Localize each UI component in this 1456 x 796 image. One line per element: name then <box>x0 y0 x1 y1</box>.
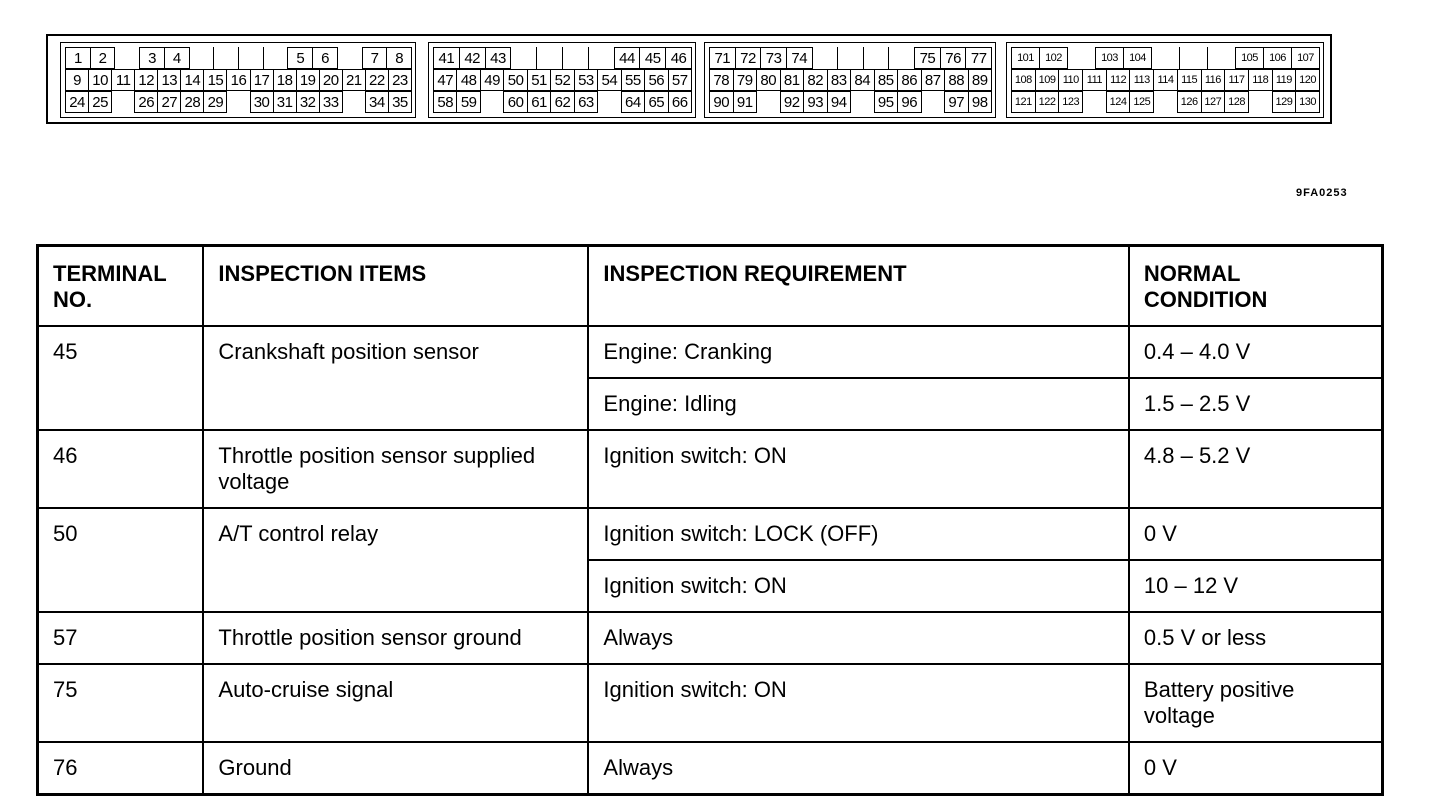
connector-pin: 53 <box>574 69 598 91</box>
connector-pin-row <box>65 91 411 113</box>
connector-pin: 106 <box>1263 47 1292 69</box>
connector-pin: 58 <box>433 91 457 113</box>
connector-pin: 78 <box>709 69 734 91</box>
connector-block-a <box>60 42 416 118</box>
connector-pin: 125 <box>1129 91 1154 113</box>
table-row <box>38 664 1383 742</box>
connector-block-c <box>704 42 996 118</box>
connector-pin: 16 <box>226 69 250 91</box>
connector-pin-row <box>433 47 691 69</box>
connector-pin-row <box>1011 47 1319 69</box>
connector-blank <box>1153 91 1178 113</box>
connector-pin: 32 <box>296 91 320 113</box>
connector-pin: 49 <box>480 69 504 91</box>
connector-pin: 89 <box>968 69 993 91</box>
connector-pin: 43 <box>485 47 512 69</box>
connector-pin: 62 <box>550 91 574 113</box>
connector-pin: 107 <box>1291 47 1320 69</box>
connector-pin: 9 <box>65 69 89 91</box>
connector-pin: 5 <box>287 47 313 69</box>
connector-pin: 102 <box>1039 47 1068 69</box>
connector-pin: 76 <box>940 47 967 69</box>
connector-pin: 123 <box>1058 91 1083 113</box>
connector-pin: 10 <box>88 69 112 91</box>
connector-pin: 52 <box>550 69 574 91</box>
connector-pin: 128 <box>1224 91 1249 113</box>
connector-pin: 8 <box>386 47 412 69</box>
connector-blank <box>756 91 781 113</box>
connector-blank <box>1207 47 1236 69</box>
condition-cell: 0.5 V or less <box>1129 612 1383 664</box>
connector-pin: 7 <box>362 47 388 69</box>
connector-pin: 31 <box>273 91 297 113</box>
connector-pin: 104 <box>1123 47 1152 69</box>
connector-blank <box>921 91 946 113</box>
connector-pin: 29 <box>203 91 227 113</box>
table-header-row <box>38 246 1383 326</box>
connector-pin: 14 <box>180 69 204 91</box>
connector-pin: 71 <box>709 47 736 69</box>
connector-pin: 42 <box>459 47 486 69</box>
connector-pin: 92 <box>780 91 805 113</box>
connector-blank <box>1067 47 1096 69</box>
table-row <box>38 430 1383 508</box>
connector-pin: 22 <box>365 69 389 91</box>
connector-pin: 111 <box>1082 69 1107 91</box>
requirement-cell: Ignition switch: ON <box>588 560 1128 612</box>
connector-pin: 35 <box>388 91 412 113</box>
connector-pin: 90 <box>709 91 734 113</box>
connector-pin: 93 <box>803 91 828 113</box>
connector-blank <box>480 91 504 113</box>
header-terminal: TERMINAL NO. <box>38 246 204 326</box>
requirement-cell: Engine: Idling <box>588 378 1128 430</box>
figure-code: 9FA0253 <box>1296 187 1348 199</box>
condition-cell: 0.4 – 4.0 V <box>1129 326 1383 378</box>
connector-pin: 26 <box>134 91 158 113</box>
connector-blank <box>114 47 140 69</box>
connector-pin: 51 <box>527 69 551 91</box>
connector-pin-row <box>709 47 991 69</box>
connector-pin: 4 <box>164 47 190 69</box>
connector-blank <box>812 47 839 69</box>
connector-pin: 72 <box>735 47 762 69</box>
connector-blank <box>850 91 875 113</box>
connector-pin: 121 <box>1011 91 1036 113</box>
connector-pin: 2 <box>90 47 116 69</box>
requirement-cell: Ignition switch: ON <box>588 430 1128 508</box>
connector-pin: 84 <box>850 69 875 91</box>
connector-pin: 96 <box>897 91 922 113</box>
connector-pin: 60 <box>503 91 527 113</box>
item-cell: Throttle position sensor ground <box>203 612 588 664</box>
connector-pin-row <box>1011 69 1319 91</box>
item-cell: A/T control relay <box>203 508 588 612</box>
terminal-cell: 75 <box>38 664 204 742</box>
connector-pin: 119 <box>1272 69 1297 91</box>
connector-pin: 75 <box>914 47 941 69</box>
connector-pin: 101 <box>1011 47 1040 69</box>
connector-pin: 98 <box>968 91 993 113</box>
connector-pin: 56 <box>644 69 668 91</box>
connector-pin: 122 <box>1035 91 1060 113</box>
connector-pin: 27 <box>157 91 181 113</box>
connector-pin: 15 <box>203 69 227 91</box>
connector-pin: 24 <box>65 91 89 113</box>
connector-pin: 59 <box>456 91 480 113</box>
connector-pin-row <box>1011 91 1319 113</box>
connector-pin: 126 <box>1177 91 1202 113</box>
connector-blank <box>342 91 366 113</box>
condition-cell: 1.5 – 2.5 V <box>1129 378 1383 430</box>
connector-block-d <box>1006 42 1324 118</box>
connector-pin: 105 <box>1235 47 1264 69</box>
terminal-cell: 45 <box>38 326 204 430</box>
connector-pin: 50 <box>503 69 527 91</box>
connector-blank <box>1179 47 1208 69</box>
connector-pin: 81 <box>780 69 805 91</box>
terminal-cell: 57 <box>38 612 204 664</box>
connector-pin: 25 <box>88 91 112 113</box>
connector-pin: 55 <box>621 69 645 91</box>
connector-pin: 103 <box>1095 47 1124 69</box>
connector-pin: 73 <box>760 47 787 69</box>
item-cell: Throttle position sensor supplied voltage <box>203 430 588 508</box>
connector-pin: 66 <box>668 91 692 113</box>
terminal-cell: 46 <box>38 430 204 508</box>
connector-pin: 64 <box>621 91 645 113</box>
connector-blank <box>837 47 864 69</box>
connector-pin: 74 <box>786 47 813 69</box>
connector-pin: 110 <box>1058 69 1083 91</box>
connector-pin: 54 <box>597 69 621 91</box>
connector-pin: 1 <box>65 47 91 69</box>
connector-pin: 112 <box>1106 69 1131 91</box>
item-cell: Ground <box>203 742 588 795</box>
connector-blank <box>536 47 563 69</box>
header-inspection-items: INSPECTION ITEMS <box>203 246 588 326</box>
connector-pin: 82 <box>803 69 828 91</box>
connector-pin: 79 <box>733 69 758 91</box>
connector-pin: 88 <box>944 69 969 91</box>
connector-pin: 47 <box>433 69 457 91</box>
condition-cell: 0 V <box>1129 508 1383 560</box>
connector-pin: 114 <box>1153 69 1178 91</box>
connector-blank <box>337 47 363 69</box>
connector-blank <box>189 47 215 69</box>
connector-pin: 48 <box>456 69 480 91</box>
table-row <box>38 508 1383 560</box>
connector-pin: 95 <box>874 91 899 113</box>
requirement-cell: Always <box>588 742 1128 795</box>
terminal-cell: 50 <box>38 508 204 612</box>
connector-pin: 118 <box>1248 69 1273 91</box>
connector-blank <box>111 91 135 113</box>
connector-pin: 120 <box>1295 69 1320 91</box>
header-normal-condition: NORMAL CONDITION <box>1129 246 1383 326</box>
connector-pin: 130 <box>1295 91 1320 113</box>
connector-pin: 11 <box>111 69 135 91</box>
connector-pin: 30 <box>250 91 274 113</box>
connector-pin: 108 <box>1011 69 1036 91</box>
connector-pin-row <box>65 69 411 91</box>
connector-pin: 28 <box>180 91 204 113</box>
connector-pin: 113 <box>1129 69 1154 91</box>
item-cell: Auto-cruise signal <box>203 664 588 742</box>
connector-pin: 86 <box>897 69 922 91</box>
connector-blank <box>863 47 890 69</box>
connector-pin: 85 <box>874 69 899 91</box>
connector-pin: 46 <box>665 47 692 69</box>
connector-pin: 13 <box>157 69 181 91</box>
connector-pin: 34 <box>365 91 389 113</box>
requirement-cell: Ignition switch: LOCK (OFF) <box>588 508 1128 560</box>
connector-blank <box>1082 91 1107 113</box>
connector-pin: 33 <box>319 91 343 113</box>
connector-pin: 80 <box>756 69 781 91</box>
connector-blank <box>1151 47 1180 69</box>
connector-blank <box>510 47 537 69</box>
connector-blank <box>597 91 621 113</box>
connector-pin: 41 <box>433 47 460 69</box>
connector-pin: 97 <box>944 91 969 113</box>
connector-block-b <box>428 42 696 118</box>
connector-pin: 65 <box>644 91 668 113</box>
connector-blank <box>588 47 615 69</box>
connector-pin: 19 <box>296 69 320 91</box>
connector-blank <box>1248 91 1273 113</box>
header-inspection-requirement: INSPECTION REQUIREMENT <box>588 246 1128 326</box>
table-row <box>38 612 1383 664</box>
connector-pin-row <box>709 91 991 113</box>
connector-pin: 18 <box>273 69 297 91</box>
connector-pin: 83 <box>827 69 852 91</box>
connector-blank <box>263 47 289 69</box>
connector-pin: 3 <box>139 47 165 69</box>
table-row <box>38 742 1383 795</box>
connector-pin: 94 <box>827 91 852 113</box>
connector-diagram <box>46 34 1332 124</box>
connector-pin: 45 <box>639 47 666 69</box>
item-cell: Crankshaft position sensor <box>203 326 588 430</box>
connector-pin: 44 <box>614 47 641 69</box>
condition-cell: Battery positive voltage <box>1129 664 1383 742</box>
connector-pin: 63 <box>574 91 598 113</box>
connector-pin: 17 <box>250 69 274 91</box>
connector-pin: 6 <box>312 47 338 69</box>
connector-pin-row <box>433 91 691 113</box>
connector-pin: 109 <box>1035 69 1060 91</box>
condition-cell: 0 V <box>1129 742 1383 795</box>
connector-pin: 21 <box>342 69 366 91</box>
connector-pin: 115 <box>1177 69 1202 91</box>
inspection-table <box>36 244 1384 796</box>
connector-pin: 129 <box>1272 91 1297 113</box>
connector-pin: 20 <box>319 69 343 91</box>
connector-pin: 23 <box>388 69 412 91</box>
connector-pin: 117 <box>1224 69 1249 91</box>
requirement-cell: Engine: Cranking <box>588 326 1128 378</box>
connector-blank <box>562 47 589 69</box>
requirement-cell: Ignition switch: ON <box>588 664 1128 742</box>
terminal-cell: 76 <box>38 742 204 795</box>
connector-blank <box>213 47 239 69</box>
requirement-cell: Always <box>588 612 1128 664</box>
connector-pin: 87 <box>921 69 946 91</box>
connector-pin: 91 <box>733 91 758 113</box>
connector-pin-row <box>709 69 991 91</box>
condition-cell: 10 – 12 V <box>1129 560 1383 612</box>
connector-blank <box>226 91 250 113</box>
connector-pin-row <box>65 47 411 69</box>
table-row <box>38 326 1383 378</box>
connector-pin: 12 <box>134 69 158 91</box>
connector-pin-row <box>433 69 691 91</box>
connector-pin: 127 <box>1201 91 1226 113</box>
connector-blank <box>238 47 264 69</box>
connector-pin: 57 <box>668 69 692 91</box>
connector-pin: 124 <box>1106 91 1131 113</box>
connector-blank <box>888 47 915 69</box>
connector-pin: 61 <box>527 91 551 113</box>
condition-cell: 4.8 – 5.2 V <box>1129 430 1383 508</box>
connector-pin: 116 <box>1201 69 1226 91</box>
connector-pin: 77 <box>965 47 992 69</box>
